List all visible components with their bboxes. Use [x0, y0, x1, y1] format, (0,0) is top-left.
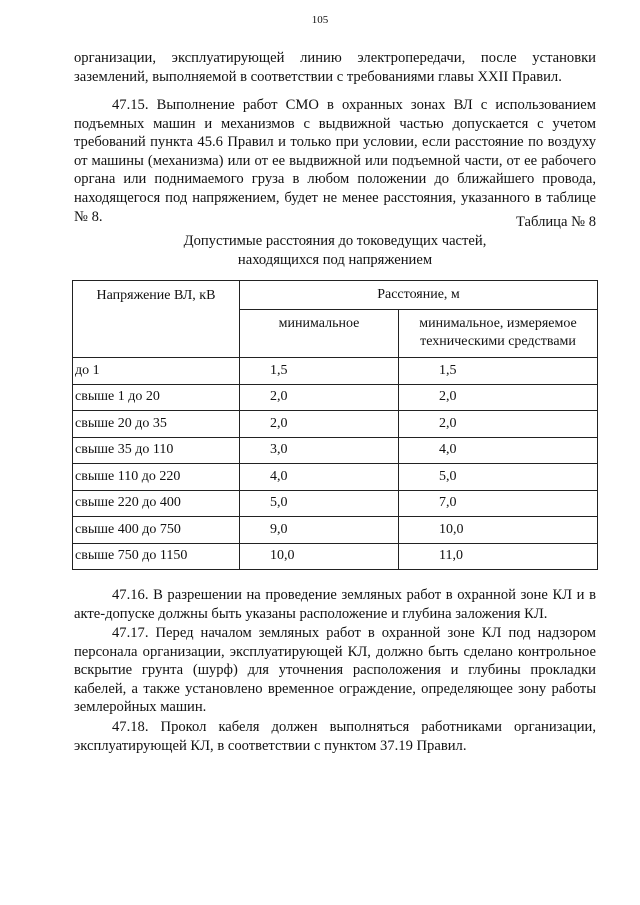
table-title-line-2: находящихся под напряжением: [237, 251, 433, 268]
header-min-measured: минимальное, измеряемое техническими средствами: [399, 310, 598, 358]
cell-voltage: свыше 750 до 1150: [73, 543, 240, 570]
cell-min: 3,0: [240, 437, 399, 464]
table-row: [73, 358, 598, 385]
cell-measured: 2,0: [399, 411, 598, 438]
paragraph-continuation: организации, эксплуатирующей линию электропередачи, после установки заземлений, выполняемой в соответствии с требованиями главы XXII Правил.: [74, 50, 596, 85]
table-row: [73, 437, 598, 464]
cell-voltage: свыше 110 до 220: [73, 464, 240, 491]
cell-measured: 2,0: [399, 384, 598, 411]
paragraph-47-18: 47.18. Прокол кабеля должен выполняться работниками организации, эксплуатирующей КЛ, в соответствии с пунктом 37.19 Правил.: [74, 719, 596, 754]
paragraph-47-16: 47.16. В разрешении на проведение земляных работ в охранной зоне КЛ и в акте-допуске должны быть указаны расположение и глубина заложения КЛ.: [74, 587, 596, 622]
table-row: [73, 517, 598, 544]
table-row: [73, 543, 598, 570]
cell-measured: 4,0: [399, 437, 598, 464]
header-voltage: Напряжение ВЛ, кВ: [73, 281, 240, 358]
cell-measured: 11,0: [399, 543, 598, 570]
cell-min: 1,5: [240, 358, 399, 385]
table-label: Таблица № 8: [516, 214, 596, 230]
cell-measured: 7,0: [399, 490, 598, 517]
paragraph-47-17: 47.17. Перед началом земляных работ в охранной зоне КЛ под надзором персонала организации, эксплуатирующей КЛ, должно быть сделано контрольное вскрытие грунта (шурф) для уточнения расположения и глубины прокладки кабелей, а также установлено временное ограждение, определяющее зону работы землеройных машин.: [74, 625, 596, 716]
cell-voltage: свыше 20 до 35: [73, 411, 240, 438]
paragraph-47-15: 47.15. Выполнение работ СМО в охранных зонах ВЛ с использованием подъемных машин и механизмов с выдвижной частью допускается с учетом требований пункта 45.6 Правил и только при условии, если расстояние по воздуху от машины (механизма) или от ее выдвижной или подъемной части, от ее рабочего органа или поднимаемого груза в любом положении до ближайшего провода, находящегося под напряжением, будет не менее расстояния, указанного в таблице № 8.: [74, 97, 596, 225]
table-row: [73, 411, 598, 438]
header-min: минимальное: [240, 310, 399, 358]
table-row: [73, 464, 598, 491]
cell-min: 9,0: [240, 517, 399, 544]
cell-measured: 10,0: [399, 517, 598, 544]
table-title: [74, 232, 596, 269]
cell-voltage: свыше 400 до 750: [73, 517, 240, 544]
cell-voltage: свыше 35 до 110: [73, 437, 240, 464]
cell-voltage: до 1: [73, 358, 240, 385]
cell-min: 5,0: [240, 490, 399, 517]
table-title-line-1: Допустимые расстояния до токоведущих частей,: [183, 233, 487, 249]
table-row: [73, 490, 598, 517]
cell-min: 10,0: [240, 543, 399, 570]
cell-min: 2,0: [240, 384, 399, 411]
cell-measured: 1,5: [399, 358, 598, 385]
cell-min: 2,0: [240, 411, 399, 438]
cell-voltage: свыше 220 до 400: [73, 490, 240, 517]
cell-min: 4,0: [240, 464, 399, 491]
page-number: 105: [311, 14, 329, 26]
distance-table: [72, 280, 598, 570]
table-row: [73, 384, 598, 411]
cell-voltage: свыше 1 до 20: [73, 384, 240, 411]
cell-measured: 5,0: [399, 464, 598, 491]
header-distance: Расстояние, м: [240, 281, 598, 310]
